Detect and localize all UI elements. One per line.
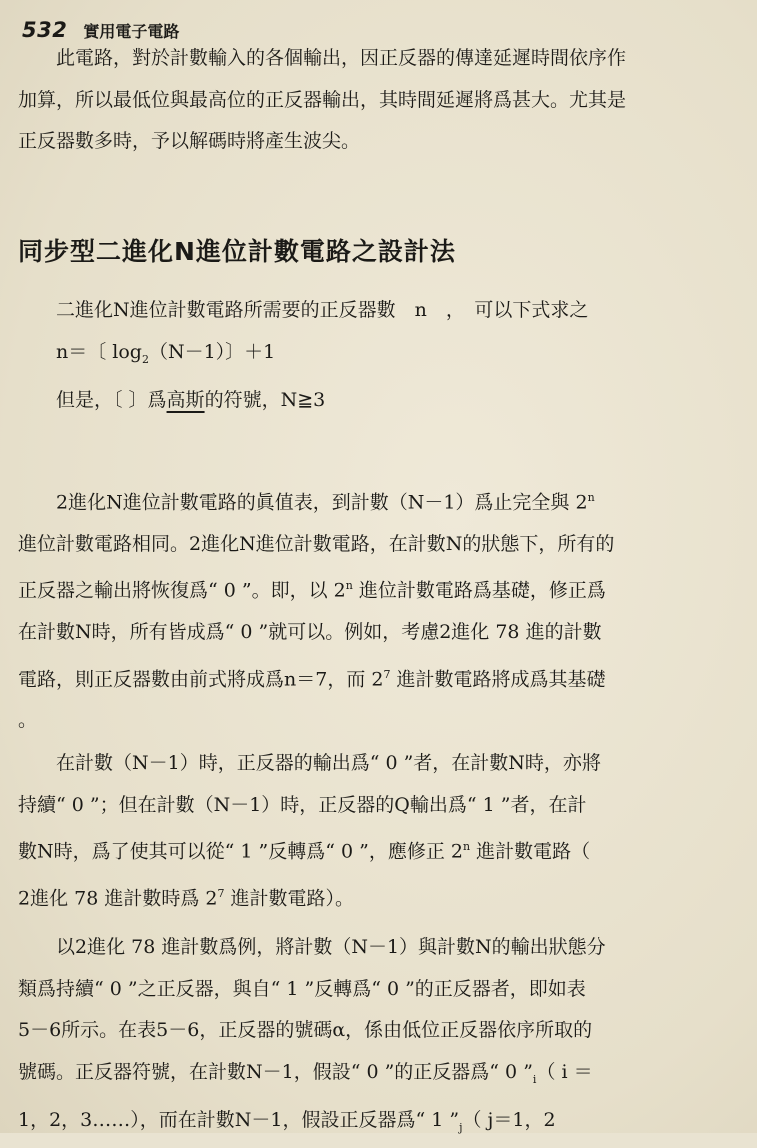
text-line: 5－6所示。在表5－6，正反器的號碼α，係由低位正反器依序所取的: [18, 1019, 593, 1041]
page-number: 532: [22, 18, 68, 42]
paragraph-count-modification: [18, 743, 740, 920]
text-line: 以2進化 78 進計數爲例，將計數（N－1）與計數N的輸出狀態分: [56, 936, 606, 958]
formula-block: [18, 290, 740, 421]
text-line: 數N時，爲了使其可以從“ 1 ”反轉爲“ 0 ”，應修正 2$^n$ 進計數電路（: [18, 840, 591, 863]
text-line: 加算，所以最低位與最高位的正反器輸出，其時間延遲將爲甚大。尤其是: [18, 88, 627, 111]
text-line: 在計數（N－1）時，正反器的輸出爲“ 0 ”者，在計數N時，亦將: [56, 752, 601, 774]
paragraph-propagation-delay: [18, 38, 740, 163]
text-line: 類爲持續“ 0 ”之正反器，與自“ 1 ”反轉爲“ 0 ”的正反器者，即如表: [18, 977, 586, 1000]
text-line: 正反器之輸出將恢復爲“ 0 ”。即，以 2$^n$ 進位計數電路爲基礎，修正爲: [18, 579, 606, 602]
text-line: 2進化 78 進計數時爲 $2^7$ 進計數電路）。: [18, 886, 355, 910]
paragraph-truth-table: [18, 477, 740, 742]
formula-note: 但是，〔 〕爲高斯的符號，N≧3: [56, 388, 326, 411]
text-line: 進位計數電路相同。2進化N進位計數電路，在計數N的狀態下，所有的: [18, 532, 615, 555]
running-title: 實用電子電路: [83, 22, 180, 41]
text-line: 持續“ 0 ”；但在計數（N－1）時，正反器的Q輸出爲“ 1 ”者，在計: [18, 793, 587, 816]
text-line: 號碼。正反器符號，在計數N－1，假設“ 0 ”的正反器爲“ 0 $”_i$（ i ＝: [18, 1060, 593, 1086]
paragraph-example-78: [18, 927, 740, 1148]
text-line: 在計數N時，所有皆成爲“ 0 ”就可以。例如，考慮2進化 78 進的計數: [18, 621, 602, 644]
text-line: 。: [18, 709, 38, 732]
text-line: 正反器數多時，予以解碼時將產生波尖。: [18, 130, 361, 152]
underlined-term: 高斯: [166, 388, 205, 411]
text-line: 1，2，3……），而在計數N－1，假設正反器爲“ 1 $”_j$（ j＝1，2: [18, 1108, 556, 1134]
text-line: 此電路，對於計數輸入的各個輸出，因正反器的傳達延遲時間依序作: [56, 47, 627, 69]
text-line: 電路，則正反器數由前式將成爲n＝7，而 $2^7$ 進計數電路將成爲其基礎: [18, 667, 606, 690]
formula-intro: 二進化N進位計數電路所需要的正反器數 n ， 可以下式求之: [56, 299, 589, 321]
formula-equation: n＝〔 $\log_2(N-1)$〕＋1: [56, 340, 276, 366]
text-line: 2進化N進位計數電路的眞值表，到計數（N－1）爲止完全與 2$^n$: [56, 491, 595, 514]
section-heading: 同步型二進化N進位計數電路之設計法: [18, 237, 456, 266]
